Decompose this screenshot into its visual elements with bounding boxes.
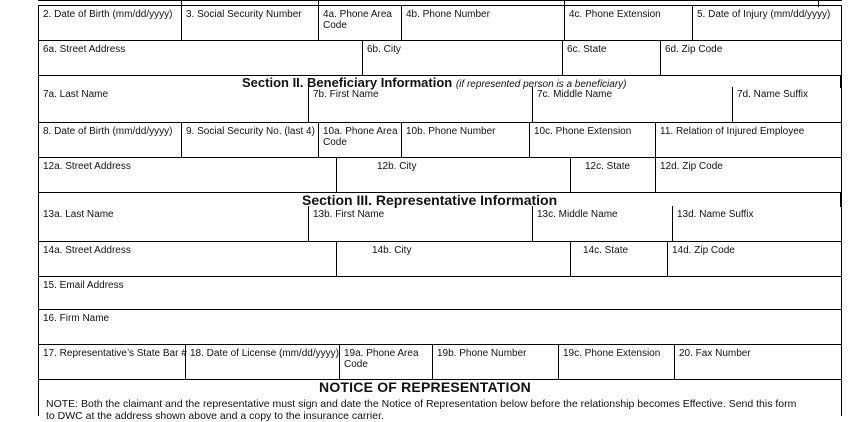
ben-zip-label: 12d. Zip Code (660, 161, 723, 172)
date-injury-field[interactable] (692, 6, 842, 41)
email-label: 15. Email Address (43, 280, 124, 291)
ben-street-field[interactable] (38, 158, 336, 193)
ssn-field[interactable] (181, 6, 318, 41)
ben-street-label: 12a. Street Address (43, 161, 131, 172)
relation-label: 11. Relation of Injured Employee (660, 126, 805, 137)
phone-area-label: 4a. Phone Area Code (323, 9, 392, 31)
rep-street-label: 14a. Street Address (43, 245, 131, 256)
ben-city-label: 12b. City (377, 161, 417, 172)
ben-phone-area-field[interactable] (318, 123, 401, 158)
state-field[interactable] (562, 41, 660, 76)
ben-zip-field[interactable] (655, 158, 842, 193)
row-beneficiary-name (38, 87, 842, 122)
section2-note: (if represented person is a beneficiary) (455, 79, 627, 90)
rep-state-label: 14c. State (583, 245, 629, 256)
name-suffix-label: 7d. Name Suffix (737, 89, 808, 100)
street-label: 6a. Street Address (43, 44, 126, 55)
phone-ext-field[interactable] (564, 6, 692, 41)
rep-last-name-label: 13a. Last Name (43, 209, 114, 220)
ben-ssn-label: 9. Social Security No. (last 4) (186, 126, 315, 137)
rep-street-field[interactable] (38, 242, 336, 277)
rep-city-label: 14b. City (372, 245, 412, 256)
email-field[interactable] (38, 277, 842, 310)
middle-name-label: 7c. Middle Name (537, 89, 613, 100)
rep-first-name-label: 13b. First Name (313, 209, 385, 220)
rep-name-suffix-label: 13d. Name Suffix (677, 209, 754, 220)
rep-phone-number-label: 19b. Phone Number (437, 348, 527, 359)
row-claimant-contact (38, 5, 842, 41)
row-beneficiary-contact (38, 122, 842, 158)
date-injury-label: 5. Date of Injury (mm/dd/yyyy) (697, 9, 831, 20)
phone-ext-label: 4c. Phone Extension (569, 9, 661, 20)
phone-area-field[interactable] (318, 6, 401, 41)
first-name-label: 7b. First Name (313, 89, 379, 100)
row-firm (38, 309, 842, 345)
rep-phone-area-label: 19a. Phone Area Code (344, 348, 419, 370)
dob-field[interactable] (38, 6, 181, 41)
rep-first-name-field[interactable] (308, 206, 532, 241)
rep-last-name-field[interactable] (38, 206, 308, 241)
ssn-label: 3. Social Security Number (186, 9, 302, 20)
rep-zip-field[interactable] (667, 242, 842, 277)
row-representative-contact (38, 344, 842, 380)
license-date-field[interactable] (185, 345, 339, 380)
section2-title: Section II. Beneficiary Information (242, 75, 453, 90)
firm-label: 16. Firm Name (43, 313, 110, 324)
ben-phone-area-label: 10a. Phone Area Code (323, 126, 398, 148)
row-claimant-address (38, 40, 842, 76)
ben-ssn-field[interactable] (181, 123, 318, 158)
phone-number-label: 4b. Phone Number (406, 9, 490, 20)
ben-dob-label: 8. Date of Birth (mm/dd/yyyy) (43, 126, 173, 137)
section3-title: Section III. Representative Information (302, 192, 558, 208)
first-name-field[interactable] (308, 87, 532, 122)
relation-field[interactable] (655, 123, 842, 158)
row-representative-name (38, 206, 842, 241)
ben-city-field[interactable] (336, 158, 570, 193)
row-representative-address (38, 241, 842, 277)
row-email (38, 276, 842, 310)
ben-dob-field[interactable] (38, 123, 181, 158)
ben-state-field[interactable] (570, 158, 655, 193)
state-bar-field[interactable] (38, 345, 185, 380)
fax-field[interactable] (674, 345, 842, 380)
last-name-field[interactable] (38, 87, 308, 122)
phone-number-field[interactable] (401, 6, 564, 41)
city-field[interactable] (362, 41, 562, 76)
rep-phone-number-field[interactable] (432, 345, 558, 380)
ben-phone-number-label: 10b. Phone Number (406, 126, 496, 137)
street-field[interactable] (38, 41, 362, 76)
ben-phone-number-field[interactable] (401, 123, 529, 158)
zip-field[interactable] (660, 41, 842, 76)
last-name-label: 7a. Last Name (43, 89, 109, 100)
notice-title: NOTICE OF REPRESENTATION (319, 379, 531, 395)
rep-zip-label: 14d. Zip Code (672, 245, 735, 256)
ben-state-label: 12c. State (585, 161, 631, 172)
city-label: 6b. City (367, 44, 401, 55)
fax-label: 20. Fax Number (679, 348, 751, 359)
middle-name-field[interactable] (532, 87, 732, 122)
firm-field[interactable] (38, 310, 842, 345)
rep-middle-name-field[interactable] (532, 206, 672, 241)
rep-city-field[interactable] (336, 242, 570, 277)
notice-text: NOTE: Both the claimant and the representative must sign and date the Notice of Representation below before the relationship becomes Effective. Send this form to DWC at the address shown above and a copy to the insurance carrier. (46, 398, 797, 422)
zip-label: 6d. Zip Code (665, 44, 723, 55)
dob-label: 2. Date of Birth (mm/dd/yyyy) (43, 9, 173, 20)
state-label: 6c. State (567, 44, 607, 55)
rep-phone-area-field[interactable] (339, 345, 432, 380)
rep-name-suffix-field[interactable] (672, 206, 842, 241)
row-beneficiary-address (38, 157, 842, 193)
rep-state-field[interactable] (570, 242, 667, 277)
license-date-label: 18. Date of License (mm/dd/yyyy) (190, 348, 339, 359)
rep-phone-ext-label: 19c. Phone Extension (563, 348, 661, 359)
name-suffix-field[interactable] (732, 87, 842, 122)
state-bar-label: 17. Representative’s State Bar # (43, 348, 187, 359)
ben-phone-ext-field[interactable] (529, 123, 655, 158)
rep-middle-name-label: 13c. Middle Name (537, 209, 618, 220)
rep-phone-ext-field[interactable] (558, 345, 674, 380)
ben-phone-ext-label: 10c. Phone Extension (534, 126, 632, 137)
